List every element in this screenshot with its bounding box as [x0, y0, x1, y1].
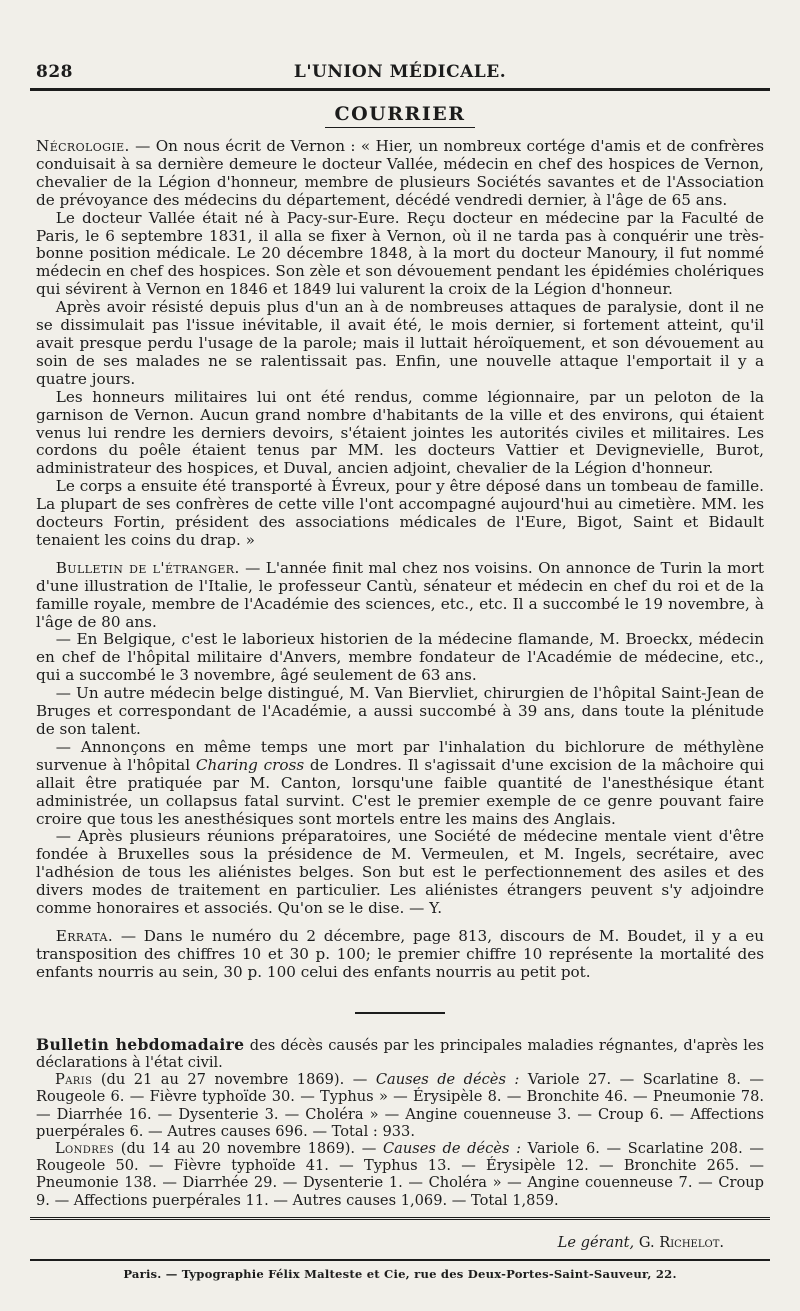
- etranger-text-4b: de Londres. Il s'agissait d'une excision de la mâchoire qui allait être pratiquée par M. Canton, lorsqu'une faible quantité de l'anesthésique étant administrée, un collapsus fatal survint. C'est le premier exemple de ce genre pouvant faire croire que tous les anesthésiques sont mortels entre les mains des Anglais.: [36, 755, 765, 828]
- paris-label: Paris: [54, 1071, 93, 1089]
- etranger-text-4a: — Annonçons en même temps une mort par l'inhalation du bichlorure de méthylène survenue à l'hôpital: [36, 737, 764, 774]
- necrologie-paragraph-3: Après avoir résisté depuis plus d'un an à de nombreuses attaques de paralysie, dont il ne se dissimulait pas l'issue inévitable, il avait été, le mois dernier, si fortement atteint, qu'il avait presque perdu l'usage de la parole; mais il luttait héroïquement, et son dévouement au soin de ses malades ne se ralentissait pas. Enfin, une nouvelle attaque l'emportait il y a quatre jours.: [36, 298, 764, 388]
- etranger-paragraph-4: [36, 739, 764, 829]
- etranger-text-1: — L'année finit mal chez nos voisins. On annonce de Turin la mort d'une illustration de l'Italie, le professeur Cantù, sénateur et médecin en chef du roi et de la famille royale, membre de l'Académie des sciences, etc., etc. Il a succombé le 19 novembre, à l'âge de 80 ans.: [36, 558, 764, 631]
- bulletin-hebdomadaire: [36, 1036, 764, 1209]
- section-divider: [355, 1012, 445, 1014]
- page-header: [36, 62, 764, 88]
- gerant-name: G. Richelot.: [634, 1233, 724, 1251]
- londres-label: Londres: [54, 1139, 115, 1157]
- hospital-name: Charing cross: [195, 755, 305, 774]
- section-title: COURRIER: [334, 103, 466, 125]
- signature-line: [36, 1234, 724, 1251]
- etranger-paragraph-3: — Un autre médecin belge distingué, M. Van Biervliet, chirurgien de l'hôpital Saint-Jean de Bruges et correspondant de l'Académie, a aussi succombé à 39 ans, dans toute la plénitude de son talent.: [36, 684, 764, 738]
- etranger-paragraph-5: — Après plusieurs réunions préparatoires, une Société de médecine mentale vient d'être fondée à Bruxelles sous la présidence de M. Vermeulen, et M. Ingels, secrétaire, avec l'adhésion de tous les aliénistes belges. Son but est le perfectionnement des asiles et des divers modes de traitement en particulier. Les aliénistes étrangers peuvent s'y adjoindre comme honoraires et associés. Qu'on se le dise. — Y.: [36, 827, 764, 918]
- necrologie-paragraph-4: Les honneurs militaires lui ont été rendus, comme légionnaire, par un peloton de la garnison de Vernon. Aucun grand nombre d'habitants de la ville et des environs, qui étaient venus lui rendre les derniers devoirs, s'étaient jointes les autorités civiles et militaires. Les cordons du poêle étaient tenus par MM. les docteurs Vattier et Devignevielle, Burot, administrateur des hospices, et Duval, ancien adjoint, chevalier de la Légion d'honneur.: [36, 387, 764, 478]
- necrologie-paragraph-1: [36, 138, 764, 210]
- page-number: 828: [36, 62, 73, 82]
- paris-causes-label: Causes de décès :: [375, 1071, 520, 1089]
- errata-label: Errata.: [55, 926, 114, 945]
- footer-rule: [30, 1259, 770, 1261]
- londres-stats-text: Variole 6. — Scarlatine 208. — Rougeole 50. — Fièvre typhoïde 41. — Typhus 13. — Érysipèle 12. — Bronchite 265. — Pneumonie 138. — Diarrhée 29. — Dysenterie 1. — Choléra » — Angine couenneuse 7. — Croup 9. — Affections puerpérales 11. — Autres causes 1,069. — Total 1,859.: [36, 1139, 764, 1209]
- etranger-paragraph-2: — En Belgique, c'est le laborieux historien de la médecine flamande, M. Broeckx, médecin en chef de l'hôpital militaire d'Anvers, membre fondateur de l'Académie de médecine, etc., qui a succombé le 3 novembre, âgé seulement de 63 ans.: [36, 630, 764, 685]
- running-title: L'UNION MÉDICALE.: [293, 62, 507, 82]
- etranger-label: Bulletin de l'étranger.: [55, 558, 240, 577]
- necrologie-paragraph-5: Le corps a ensuite été transporté à Évreux, pour y être déposé dans un tombeau de famille. La plupart de ses confrères de cette ville l'ont accompagné aujourd'hui au cimetière. MM. les docteurs Fortin, président des associations médicales de l'Eure, Bigot, Saint et Bidault tenaient les coins du drap. »: [36, 477, 764, 549]
- paris-dates: (du 21 au 27 novembre 1869). —: [92, 1071, 376, 1089]
- bulletin-rule: [30, 1217, 770, 1220]
- courrier-body: [36, 138, 764, 982]
- printer-imprint: Paris. — Typographie Félix Malteste et Cie, rue des Deux-Portes-Saint-Sauveur, 22.: [123, 1266, 677, 1281]
- necrologie-text-1: — On nous écrit de Vernon : « Hier, un nombreux cortége d'amis et de confrères conduisait à sa dernière demeure le docteur Vallée, médecin en chef des hospices de Vernon, chevalier de la Légion d'honneur, membre de plusieurs Sociétés savantes et de l'Association de prévoyance des médecins du département, décédé vendredi dernier, à l'âge de 65 ans.: [36, 137, 764, 209]
- paris-stats: [36, 1071, 764, 1140]
- title-underline: [325, 127, 475, 128]
- bulletin-intro: [36, 1036, 764, 1071]
- necrologie-label: Nécrologie.: [36, 137, 130, 155]
- errata-paragraph: [36, 928, 764, 982]
- paris-stats-text: Variole 27. — Scarlatine 8. — Rougeole 6. — Fièvre typhoïde 30. — Typhus » — Érysipèle 8. — Bronchite 46. — Pneumonie 78. — Diarrhée 16. — Dysenterie 3. — Choléra » — Angine couenneuse 3. — Croup 6. — Affections puerpérales 6. — Autres causes 696. — Total : 933.: [36, 1071, 764, 1140]
- errata-text: — Dans le numéro du 2 décembre, page 813, discours de M. Boudet, il y a eu transposition des chiffres 10 et 30 p. 100; le premier chiffre 10 représente la mortalité des enfants nourris au sein, 30 p. 100 celui des enfants nourris au petit pot.: [36, 926, 764, 981]
- bulletin-title: Bulletin hebdomadaire: [36, 1034, 245, 1054]
- etranger-paragraph-1: [36, 560, 764, 632]
- bulletin-intro-text: des décès causés par les principales maladies régnantes, d'après les déclarations à l'état civil.: [36, 1036, 764, 1071]
- gerant-label: Le gérant,: [557, 1233, 635, 1251]
- londres-dates: (du 14 au 20 novembre 1869). —: [114, 1139, 383, 1157]
- necrologie-paragraph-2: Le docteur Vallée était né à Pacy-sur-Eure. Reçu docteur en médecine par la Faculté de Paris, le 6 septembre 1831, il alla se fixer à Vernon, où il ne tarda pas à conquérir une très-bonne position médicale. Le 20 décembre 1848, à la mort du docteur Manoury, il fut nommé médecin en chef des hospices. Son zèle et son dévouement pendant les épidémies cholériques qui sévirent à Vernon en 1846 et 1849 lui valurent la croix de la Légion d'honneur.: [36, 208, 764, 299]
- londres-stats: [36, 1140, 764, 1209]
- londres-causes-label: Causes de décès :: [382, 1139, 522, 1157]
- header-rule: [30, 88, 770, 91]
